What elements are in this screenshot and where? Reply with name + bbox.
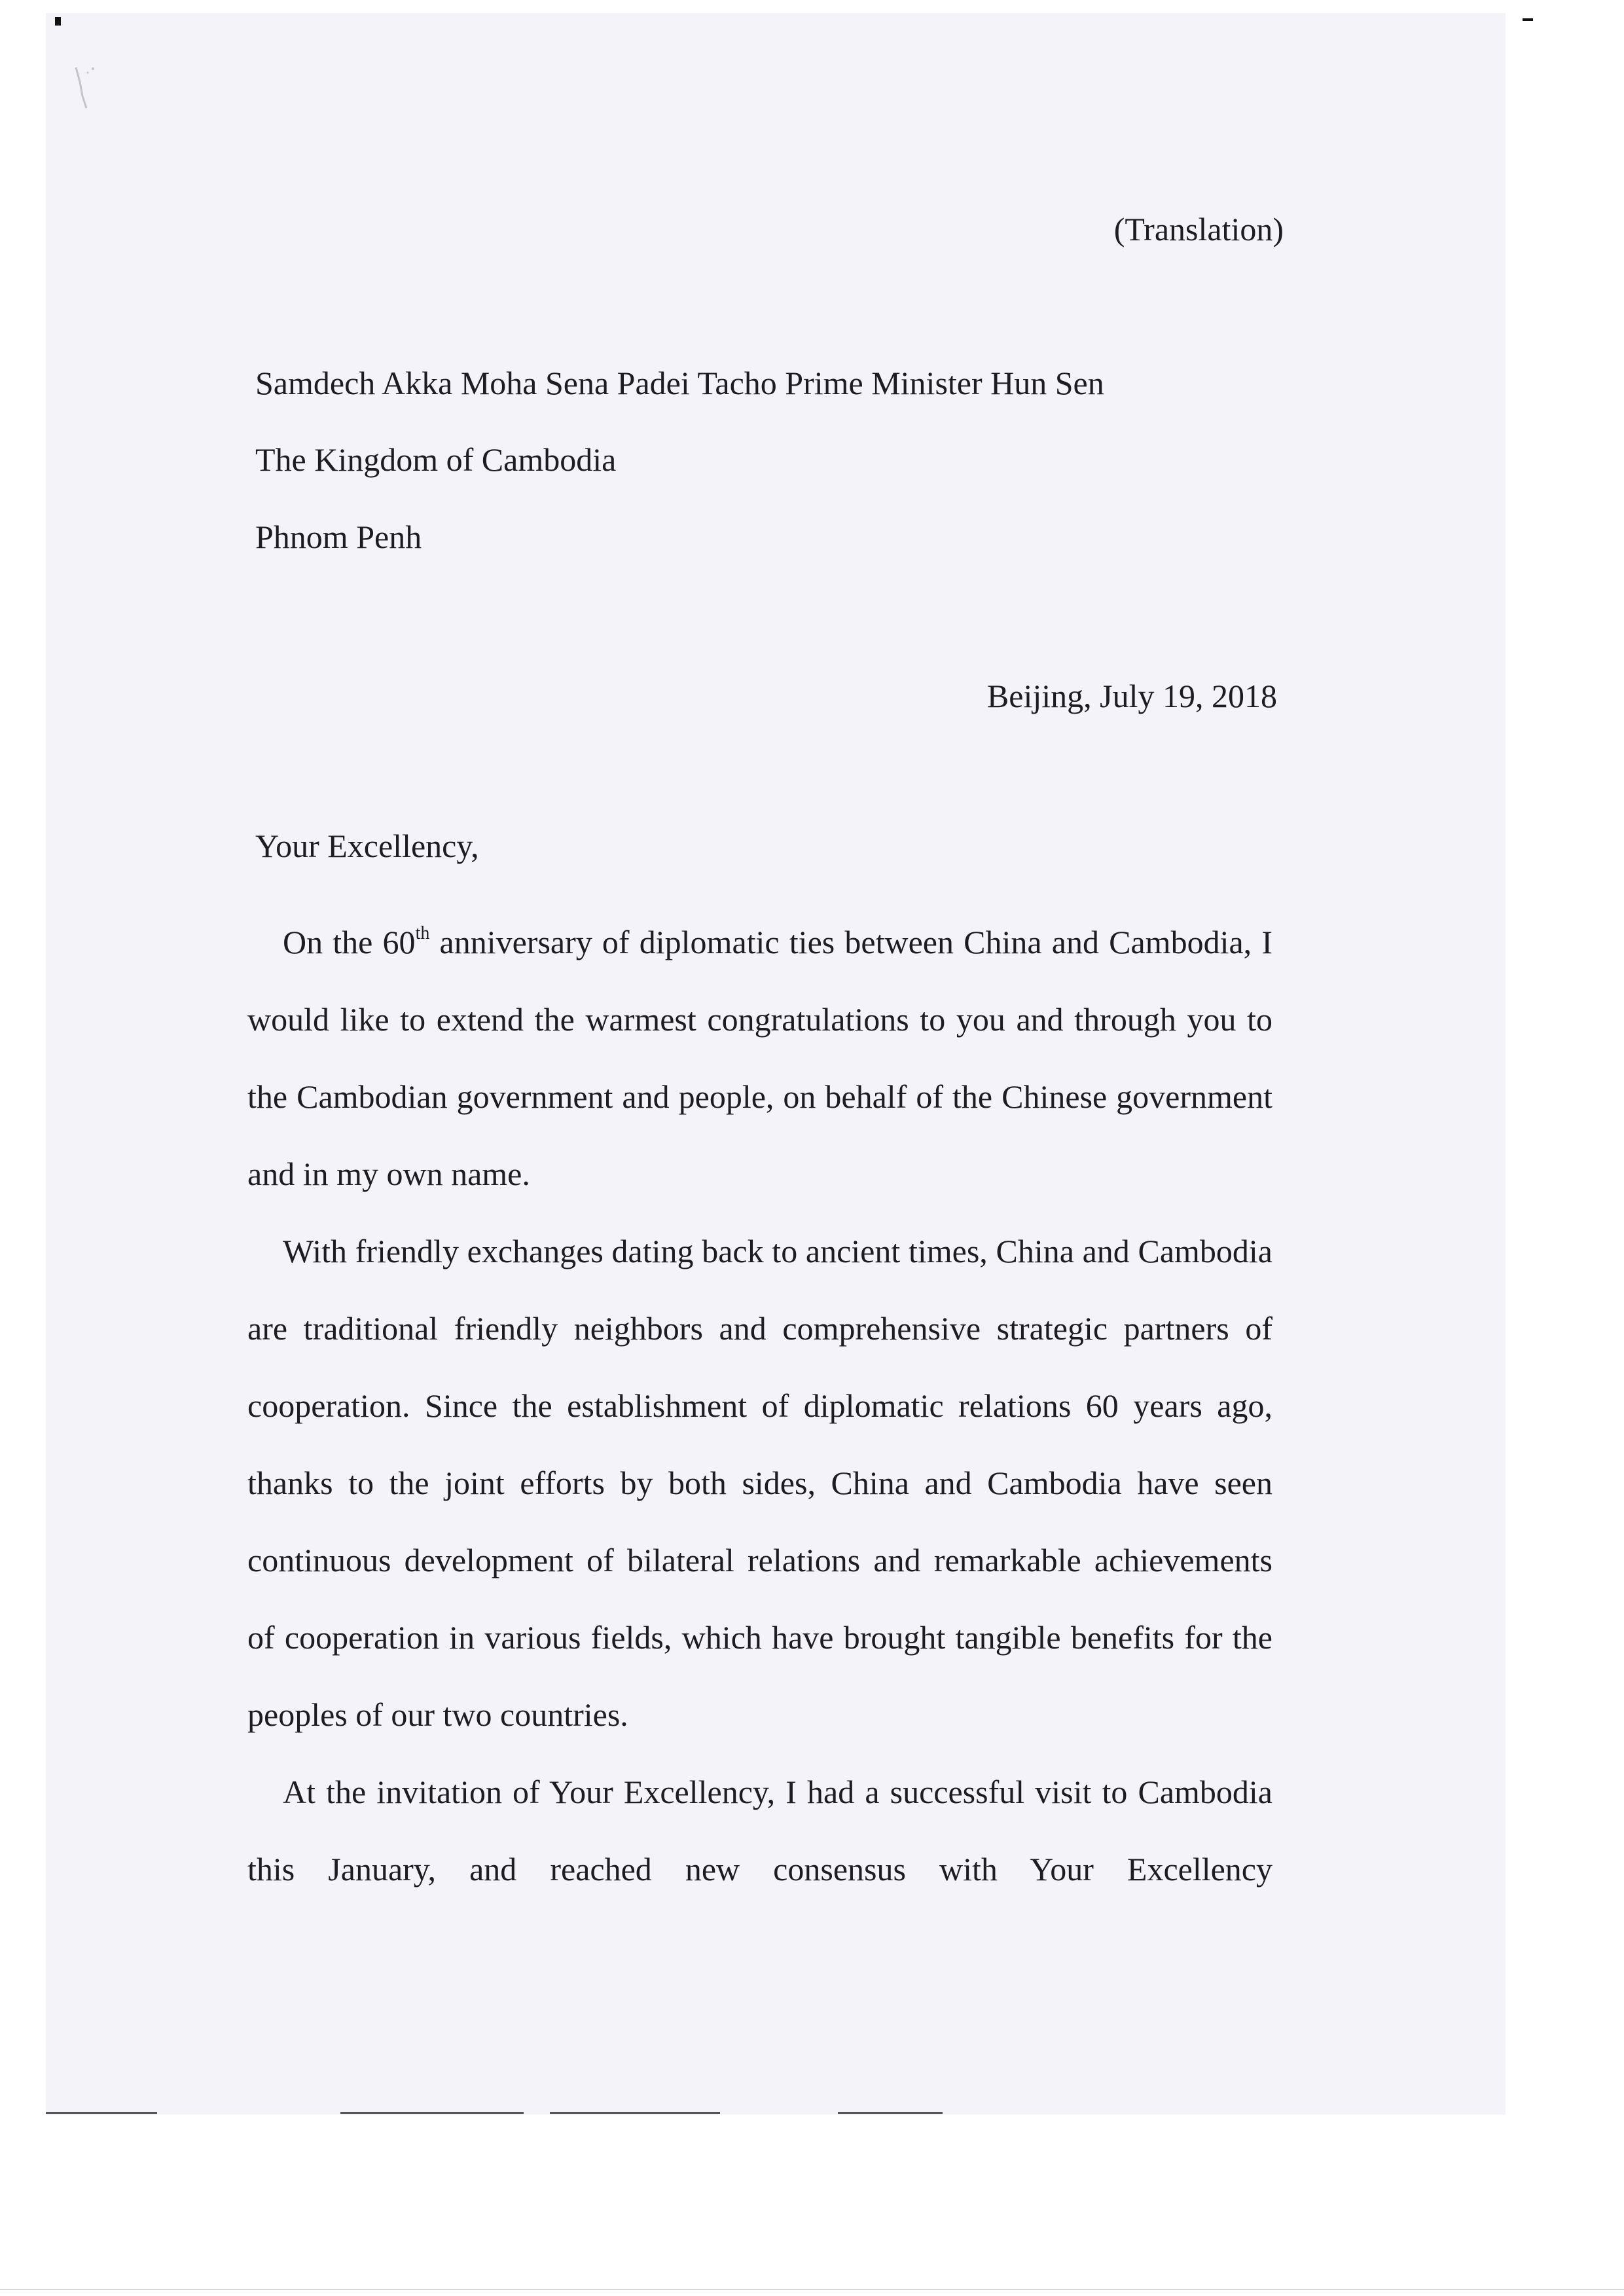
bottom-edge-line	[838, 2112, 943, 2114]
salutation: Your Excellency,	[255, 828, 479, 864]
paragraph-1	[247, 903, 1272, 1212]
scan-mark-top-left	[55, 17, 61, 26]
paragraph-2: With friendly exchanges dating back to ancient times, China and Cambodia are traditional friendly neighbors and comprehensive strategic partners of cooperation. Since the establishment of diplomatic relations 60 years ago, thanks to the joint efforts by both sides, China and Cambodia have seen continuous development of bilateral relations and remarkable achievements of cooperation in various fields, which have brought tangible benefits for the peoples of our two countries.	[247, 1233, 1272, 1733]
page-bottom-edge	[0, 2289, 1624, 2290]
paragraph-1-rest: anniversary of diplomatic ties between China and Cambodia, I would like to extend the warmest congratulations to you and through you to the Cambodian government and people, on behalf of the Chinese government and in my own name.	[247, 924, 1272, 1192]
addressee-city: Phnom Penh	[255, 519, 422, 555]
addressee-name: Samdech Akka Moha Sena Padei Tacho Prime Minister Hun Sen	[255, 365, 1104, 401]
scan-speck	[73, 62, 99, 121]
paragraph-3-text: At the invitation of Your Excellency, I had a successful visit to Cambodia this January, and reached new consensus with Your Excellency	[247, 1774, 1272, 1887]
paragraph-3	[247, 1753, 1272, 1908]
date-line: Beijing, July 19, 2018	[986, 678, 1277, 714]
addressee-country: The Kingdom of Cambodia	[255, 441, 617, 478]
translation-note: (Translation)	[1113, 211, 1284, 247]
bottom-edge-line	[46, 2112, 157, 2114]
paragraph-1-start: On the 60	[283, 924, 416, 960]
ordinal-suffix: th	[415, 923, 430, 943]
bottom-edge-line	[340, 2112, 524, 2114]
letter-body	[247, 903, 1272, 1908]
bottom-edge-line	[550, 2112, 720, 2114]
scan-mark-top-right	[1523, 18, 1533, 21]
